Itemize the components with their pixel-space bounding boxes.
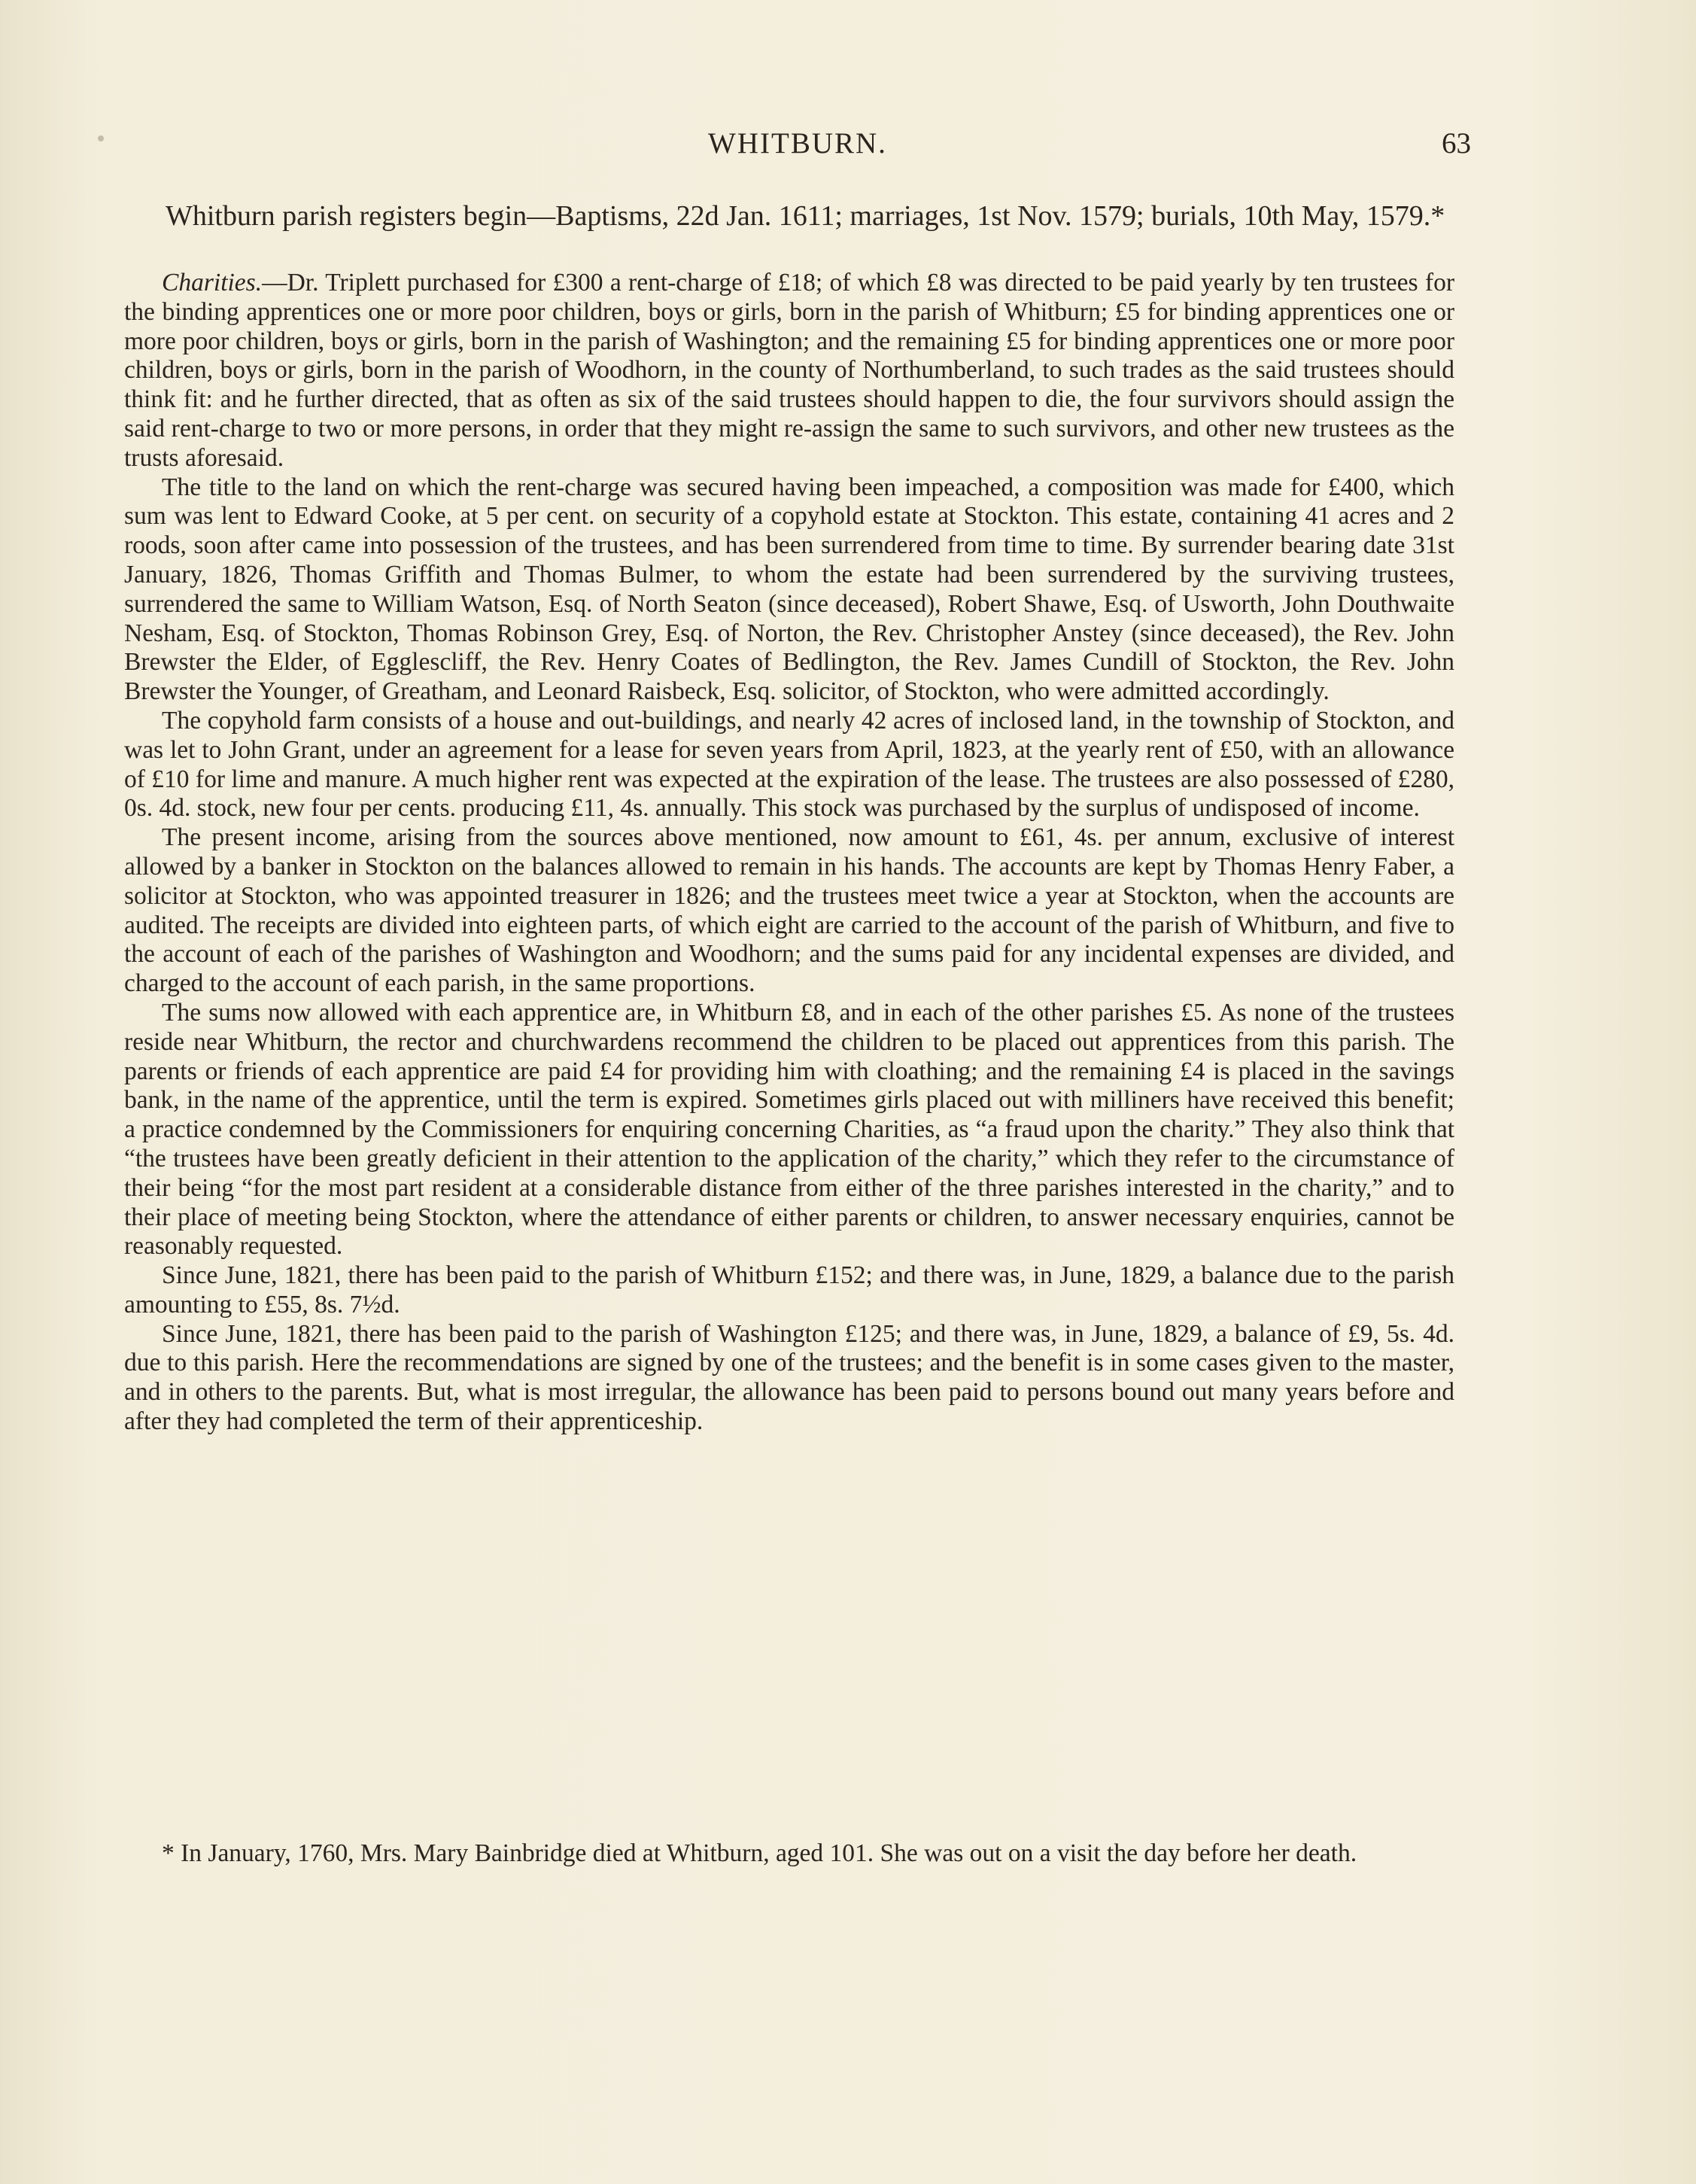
charities-heading: Charities.: [162, 269, 263, 297]
charities-text-1: —Dr. Triplett purchased for £300 a rent-charge of £18; of which £8 was directed to be paid yearly by ten trustees for the binding apprentices one or more poor children, boys or girls, born in the parish of Whitburn; £5 for binding apprentices one or more poor children, boys or girls, born in the parish of Washington; and the remaining £5 for binding apprentices one or more poor children, boys or girls, born in the parish of Woodhorn, in the county of Northumberland, to such trades as the said trustees should think fit: and he further directed, that as often as six of the said trustees should happen to die, the four survivors should assign the said rent-charge to two or more persons, in order that they might re-assign the same to such survivors, and other new trustees as the trusts aforesaid.: [124, 269, 1454, 472]
charities-paragraph-2: The title to the land on which the rent-charge was secured having been impeached, a composition was made for £400, which sum was lent to Edward Cooke, at 5 per cent. on security of a copyhold estate at Stockton. This estate, containing 41 acres and 2 roods, soon after came into possession of the trustees, and has been surrendered from time to time. By surrender bearing date 31st January, 1826, Thomas Griffith and Thomas Bulmer, to whom the estate had been surrendered by the surviving trustees, surrendered the same to William Watson, Esq. of North Seaton (since deceased), Robert Shawe, Esq. of Usworth, John Douthwaite Nesham, Esq. of Stockton, Thomas Robinson Grey, Esq. of Norton, the Rev. Christopher Anstey (since deceased), the Rev. John Brewster the Elder, of Egglescliff, the Rev. Henry Coates of Bedlington, the Rev. James Cundill of Stockton, the Rev. John Brewster the Younger, of Greatham, and Leonard Raisbeck, Esq. solicitor, of Stockton, who were admitted accordingly.: [124, 473, 1454, 706]
page-header: [124, 126, 1471, 172]
page-number: 63: [1442, 127, 1471, 160]
ink-spot: [98, 135, 104, 141]
charities-paragraph-5: The sums now allowed with each apprentice are, in Whitburn £8, and in each of the other parishes £5. As none of the trustees reside near Whitburn, the rector and churchwardens recommend the children to be placed out apprentices from this parish. The parents or friends of each apprentice are paid £4 for providing him with cloathing; and the remaining £4 is placed in the savings bank, in the name of the apprentice, until the term is expired. Sometimes girls placed out with milliners have received this benefit; a practice condemned by the Commissioners for enquiring concerning Charities, as “a fraud upon the charity.” They also think that “the trustees have been greatly deficient in their attention to the application of the charity,” which they refer to the circumstance of their being “for the most part resident at a considerable distance from either of the three parishes interested in the charity,” and to their place of meeting being Stockton, where the attendance of either parents or children, to answer necessary enquiries, cannot be reasonably requested.: [124, 998, 1454, 1261]
charities-paragraph-1: [124, 269, 1454, 473]
registers-paragraph: Whitburn parish registers begin—Baptisms, 22d Jan. 1611; marriages, 1st Nov. 1579; burials, 10th May, 1579.*: [166, 200, 1445, 232]
charities-paragraph-4: The present income, arising from the sources above mentioned, now amount to £61, 4s. per annum, exclusive of interest allowed by a banker in Stockton on the balances allowed to remain in his hands. The accounts are kept by Thomas Henry Faber, a solicitor at Stockton, who was appointed treasurer in 1826; and the trustees meet twice a year at Stockton, when the accounts are audited. The receipts are divided into eighteen parts, of which eight are carried to the account of the parish of Whitburn, and five to the account of each of the parishes of Washington and Woodhorn; and the sums paid for any incidental expenses are divided, and charged to the account of each parish, in the same proportions.: [124, 823, 1454, 998]
body-text: [124, 199, 1454, 1437]
charities-paragraph-6: Since June, 1821, there has been paid to the parish of Whitburn £152; and there was, in June, 1829, a balance due to the parish amounting to £55, 8s. 7½d.: [124, 1261, 1454, 1319]
running-title: WHITBURN.: [708, 127, 887, 160]
section-gap: [124, 233, 1454, 269]
charities-paragraph-7: Since June, 1821, there has been paid to the parish of Washington £125; and there was, in June, 1829, a balance of £9, 5s. 4d. due to this parish. Here the recommendations are signed by one of the trustees; and the benefit is in some cases given to the master, and in others to the parents. But, what is most irregular, the allowance has been paid to persons bound out many years before and after they had completed the term of their apprenticeship.: [124, 1319, 1454, 1436]
footnote: * In January, 1760, Mrs. Mary Bainbridge died at Whitburn, aged 101. She was out on a visit the day before her death.: [162, 1839, 1357, 1867]
charities-paragraph-3: The copyhold farm consists of a house and out-buildings, and nearly 42 acres of inclosed land, in the township of Stockton, and was let to John Grant, under an agreement for a lease for seven years from April, 1823, at the yearly rent of £50, with an allowance of £10 for lime and manure. A much higher rent was expected at the expiration of the lease. The trustees are also possessed of £280, 0s. 4d. stock, new four per cents. producing £11, 4s. annually. This stock was purchased by the surplus of undisposed of income.: [124, 706, 1454, 823]
